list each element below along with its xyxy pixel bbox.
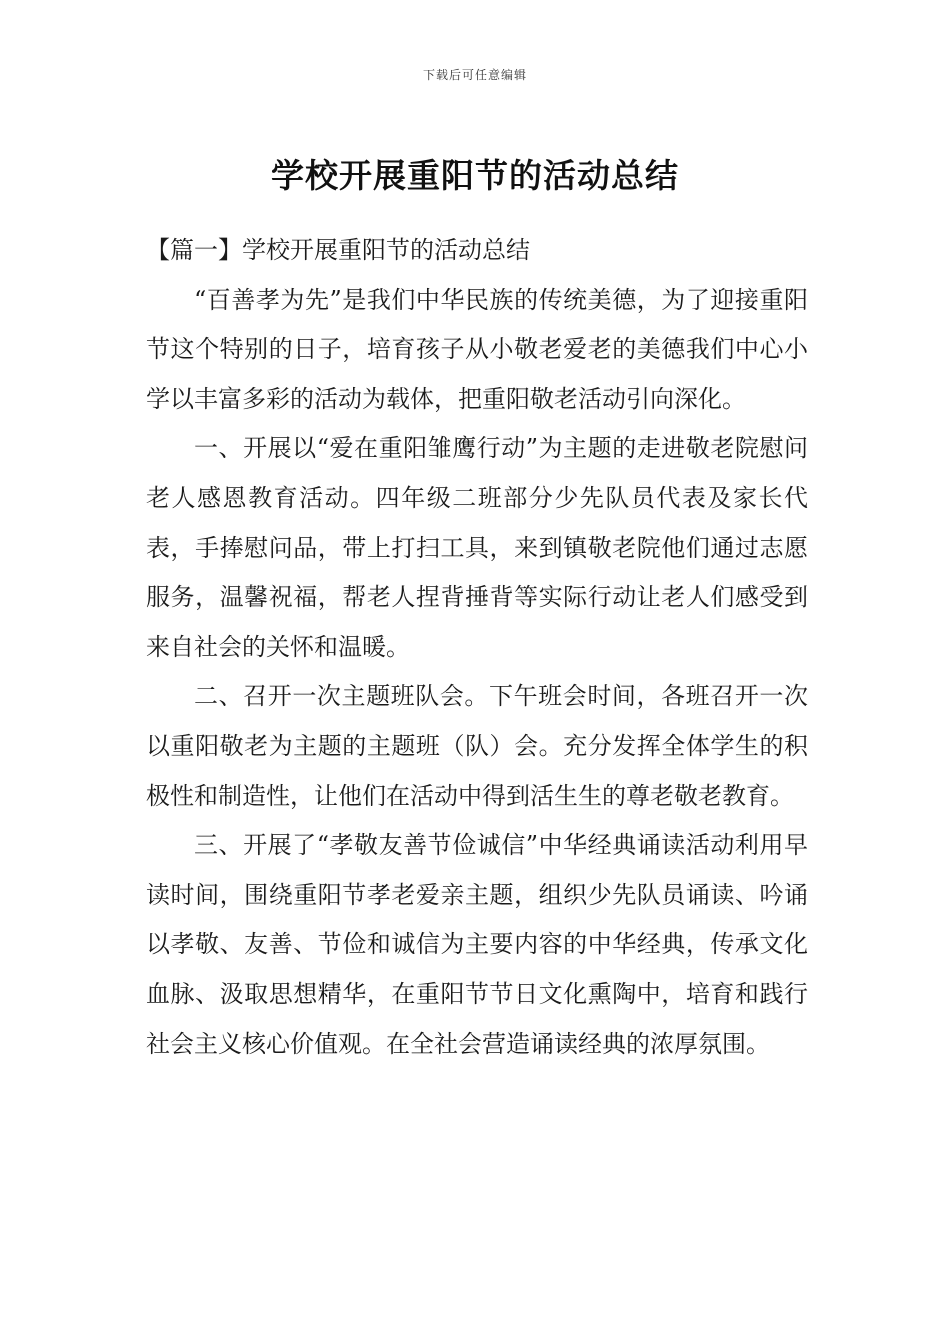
section-heading: 【篇一】学校开展重阳节的活动总结: [146, 236, 530, 264]
paragraph-item-3: 三、开展了“孝敬友善节俭诚信”中华经典诵读活动利用早读时间，围绕重阳节孝老爱亲主题，组织少先队员诵读、吟诵以孝敬、友善、节俭和诚信为主要内容的中华经典，传承文化血脉、汲取思想精华，在重阳节节日文化熏陶中，培育和践行社会主义核心价值观。在全社会营造诵读经典的浓厚氛围。: [146, 831, 808, 1058]
header-note: 下载后可任意编辑: [422, 68, 527, 82]
document-title: 学校开展重阳节的活动总结: [271, 156, 679, 196]
document-body: [146, 226, 808, 1069]
paragraph-item-2: 二、召开一次主题班队会。下午班会时间，各班召开一次以重阳敬老为主题的主题班（队）会。充分发挥全体学生的积极性和制造性，让他们在活动中得到活生生的尊老敬老教育。: [146, 682, 808, 810]
paragraph-item-1: 一、开展以“爱在重阳雏鹰行动”为主题的走进敬老院慰问老人感恩教育活动。四年级二班部分少先队员代表及家长代表，手捧慰问品，带上打扫工具，来到镇敬老院他们通过志愿服务，温馨祝福，帮老人捏背捶背等实际行动让老人们感受到来自社会的关怀和温暖。: [146, 434, 808, 661]
paragraph-intro: “百善孝为先”是我们中华民族的传统美德，为了迎接重阳节这个特别的日子，培育孩子从小敬老爱老的美德我们中心小学以丰富多彩的活动为载体，把重阳敬老活动引向深化。: [146, 285, 808, 413]
